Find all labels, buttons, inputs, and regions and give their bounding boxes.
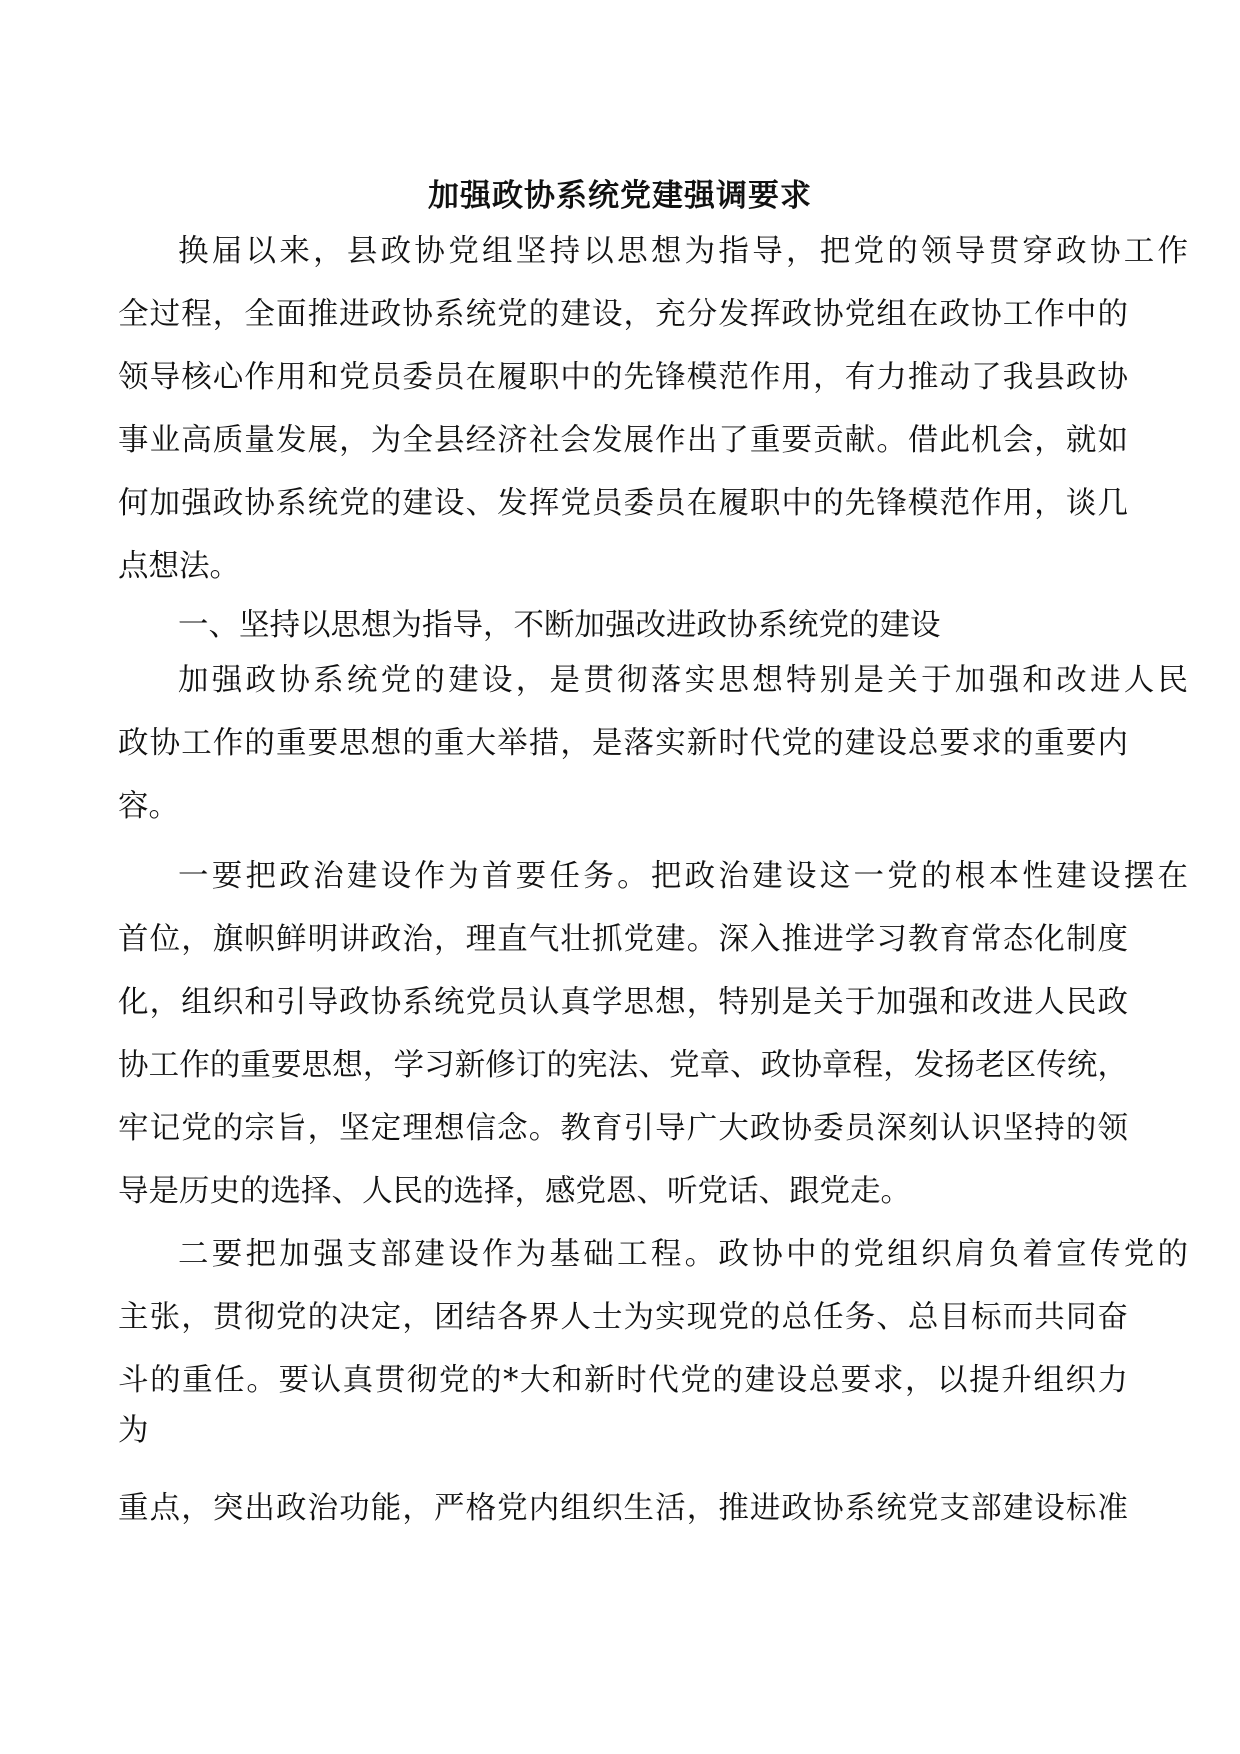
paragraph-line: 导是历史的选择、人民的选择，感党恩、听党话、跟党走。	[118, 1174, 911, 1209]
paragraph-line: 容。	[118, 789, 179, 824]
paragraph-line: 化，组织和引导政协系统党员认真学思想，特别是关于加强和改进人民政	[118, 985, 1128, 1020]
paragraph-line: 二要把加强支部建设作为基础工程。政协中的党组织肩负着宣传党的	[178, 1237, 1188, 1272]
paragraph-line: 领导核心作用和党员委员在履职中的先锋模范作用，有力推动了我县政协	[118, 360, 1128, 395]
paragraph-line: 加强政协系统党的建设，是贯彻落实思想特别是关于加强和改进人民	[178, 663, 1188, 698]
paragraph-line: 全过程，全面推进政协系统党的建设，充分发挥政协党组在政协工作中的	[118, 297, 1128, 332]
paragraph-line: 为	[118, 1413, 149, 1448]
paragraph-line: 斗的重任。要认真贯彻党的*大和新时代党的建设总要求，以提升组织力	[118, 1363, 1128, 1398]
paragraph-line: 换届以来，县政协党组坚持以思想为指导，把党的领导贯穿政协工作	[178, 234, 1188, 269]
paragraph-line: 事业高质量发展，为全县经济社会发展作出了重要贡献。借此机会，就如	[118, 423, 1128, 458]
section-heading: 一、坚持以思想为指导，不断加强改进政协系统党的建设	[178, 608, 941, 643]
paragraph-line: 政协工作的重要思想的重大举措，是落实新时代党的建设总要求的重要内	[118, 726, 1128, 761]
paragraph-line: 牢记党的宗旨，坚定理想信念。教育引导广大政协委员深刻认识坚持的领	[118, 1111, 1128, 1146]
paragraph-line: 协工作的重要思想，学习新修订的宪法、党章、政协章程，发扬老区传统，	[118, 1048, 1128, 1083]
paragraph-line: 何加强政协系统党的建设、发挥党员委员在履职中的先锋模范作用，谈几	[118, 486, 1128, 521]
paragraph-line: 点想法。	[118, 549, 240, 584]
paragraph-line: 重点，突出政治功能，严格党内组织生活，推进政协系统党支部建设标准	[118, 1491, 1128, 1526]
paragraph-line: 首位，旗帜鲜明讲政治，理直气壮抓党建。深入推进学习教育常态化制度	[118, 922, 1128, 957]
paragraph-line: 一要把政治建设作为首要任务。把政治建设这一党的根本性建设摆在	[178, 859, 1188, 894]
document-title: 加强政协系统党建强调要求	[428, 178, 812, 214]
paragraph-line: 主张，贯彻党的决定，团结各界人士为实现党的总任务、总目标而共同奋	[118, 1300, 1128, 1335]
